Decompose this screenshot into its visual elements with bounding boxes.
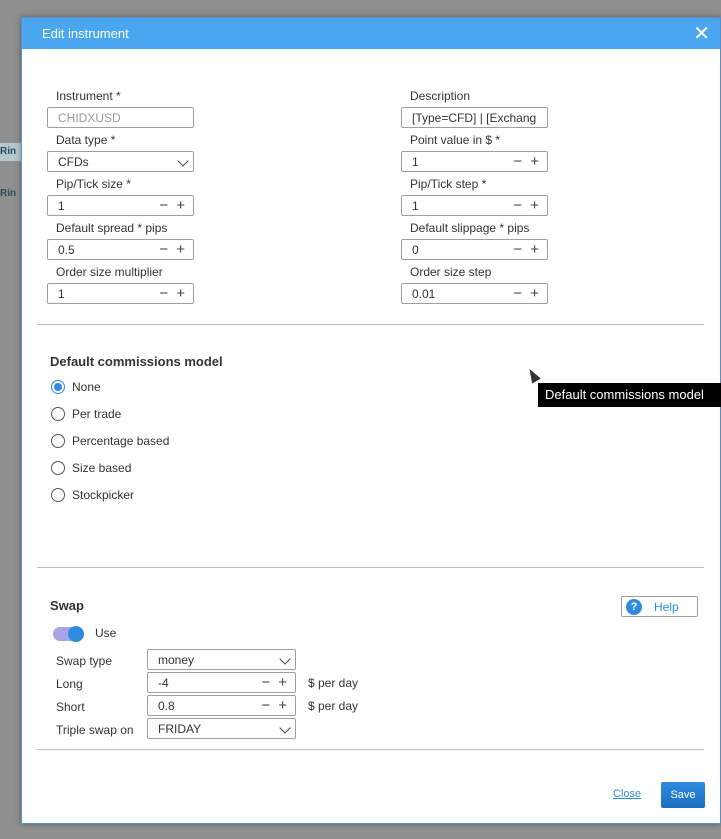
- stepper-controls[interactable]: − +: [261, 697, 289, 714]
- section-divider: [37, 749, 704, 750]
- default-slippage-input[interactable]: [401, 239, 548, 260]
- close-link[interactable]: Close: [613, 788, 642, 800]
- section-divider: [37, 324, 704, 325]
- stepper-controls[interactable]: − +: [159, 241, 187, 258]
- background-text: Rin: [0, 188, 17, 199]
- triple-swap-value: FRIDAY: [158, 722, 202, 736]
- radio-label: None: [72, 380, 101, 394]
- swap-title: Swap: [50, 598, 84, 613]
- close-icon[interactable]: ✕: [693, 22, 710, 45]
- radio-button[interactable]: [51, 434, 65, 448]
- data-type-select[interactable]: [47, 151, 194, 172]
- stepper-controls[interactable]: − +: [159, 285, 187, 302]
- mouse-cursor-icon: [525, 366, 541, 383]
- background-text: Rin: [0, 146, 17, 157]
- order-size-multiplier-input[interactable]: [47, 283, 194, 304]
- triple-swap-label: Triple swap on: [56, 723, 134, 737]
- chevron-down-icon: [177, 155, 188, 166]
- commissions-title: Default commissions model: [50, 354, 223, 369]
- radio-label: Stockpicker: [72, 488, 135, 502]
- long-input[interactable]: [147, 672, 296, 693]
- order-size-multiplier-value: 1: [58, 287, 65, 301]
- radio-option-stockpicker[interactable]: [51, 488, 134, 502]
- swap-use-toggle[interactable]: [53, 627, 83, 641]
- default-spread-input[interactable]: [47, 239, 194, 260]
- radio-label: Percentage based: [72, 434, 170, 448]
- description-label: Description: [410, 89, 471, 103]
- order-size-step-input[interactable]: [401, 283, 548, 304]
- description-input[interactable]: [401, 107, 548, 128]
- edit-instrument-dialog: [21, 17, 721, 824]
- stepper-controls[interactable]: − +: [513, 197, 541, 214]
- stepper-controls[interactable]: − +: [513, 241, 541, 258]
- radio-option-percentage-based[interactable]: [51, 434, 169, 448]
- pip-tick-size-value: 1: [58, 199, 65, 213]
- swap-type-label: Swap type: [56, 654, 113, 668]
- radio-option-size-based[interactable]: [51, 461, 131, 475]
- point-value-label: Point value in $ *: [410, 133, 501, 147]
- long-label: Long: [56, 677, 83, 691]
- stepper-controls[interactable]: − +: [513, 285, 541, 302]
- short-input[interactable]: [147, 695, 296, 716]
- section-divider: [37, 567, 704, 568]
- pip-tick-step-label: Pip/Tick step *: [410, 177, 487, 191]
- default-spread-label: Default spread * pips: [56, 221, 168, 235]
- short-unit: $ per day: [308, 699, 359, 713]
- short-value: 0.8: [158, 699, 175, 713]
- save-button[interactable]: Save: [661, 782, 705, 808]
- instrument-input[interactable]: [47, 107, 194, 128]
- default-slippage-label: Default slippage * pips: [410, 221, 530, 235]
- chevron-down-icon: [279, 653, 290, 664]
- default-slippage-value: 0: [412, 243, 419, 257]
- stepper-controls[interactable]: − +: [159, 197, 187, 214]
- order-size-step-label: Order size step: [410, 265, 492, 279]
- dialog-title: Edit instrument: [42, 26, 129, 41]
- data-type-label: Data type *: [56, 133, 116, 147]
- swap-type-select[interactable]: [147, 649, 296, 670]
- radio-button[interactable]: [51, 461, 65, 475]
- order-size-step-value: 0.01: [412, 287, 436, 301]
- radio-option-none[interactable]: [51, 380, 101, 394]
- long-value: -4: [158, 676, 169, 690]
- point-value-value: 1: [412, 155, 419, 169]
- radio-button[interactable]: [51, 488, 65, 502]
- question-icon: ?: [626, 599, 642, 615]
- pip-tick-size-input[interactable]: [47, 195, 194, 216]
- radio-button[interactable]: [51, 380, 65, 394]
- order-size-multiplier-label: Order size multiplier: [56, 265, 163, 279]
- chevron-down-icon: [279, 722, 290, 733]
- pip-tick-step-value: 1: [412, 199, 419, 213]
- swap-type-value: money: [158, 653, 195, 667]
- pip-tick-step-input[interactable]: [401, 195, 548, 216]
- long-unit: $ per day: [308, 676, 359, 690]
- description-value: [Type=CFD] | [Exchang: [412, 111, 537, 125]
- radio-label: Size based: [72, 461, 132, 475]
- radio-label: Per trade: [72, 407, 122, 421]
- toggle-knob: [68, 626, 84, 642]
- instrument-value: CHIDXUSD: [58, 111, 121, 125]
- stepper-controls[interactable]: − +: [261, 674, 289, 691]
- dialog-titlebar: [22, 18, 720, 49]
- triple-swap-select[interactable]: [147, 718, 296, 739]
- default-spread-value: 0.5: [58, 243, 75, 257]
- instrument-label: Instrument *: [56, 89, 121, 103]
- point-value-input[interactable]: [401, 151, 548, 172]
- radio-button[interactable]: [51, 407, 65, 421]
- radio-option-per-trade[interactable]: [51, 407, 121, 421]
- tooltip: Default commissions model: [538, 383, 721, 407]
- use-label: Use: [95, 626, 117, 640]
- data-type-value: CFDs: [58, 155, 89, 169]
- help-label: Help: [654, 599, 679, 614]
- pip-tick-size-label: Pip/Tick size *: [56, 177, 131, 191]
- help-button[interactable]: [621, 596, 698, 617]
- stepper-controls[interactable]: − +: [513, 153, 541, 170]
- short-label: Short: [56, 700, 85, 714]
